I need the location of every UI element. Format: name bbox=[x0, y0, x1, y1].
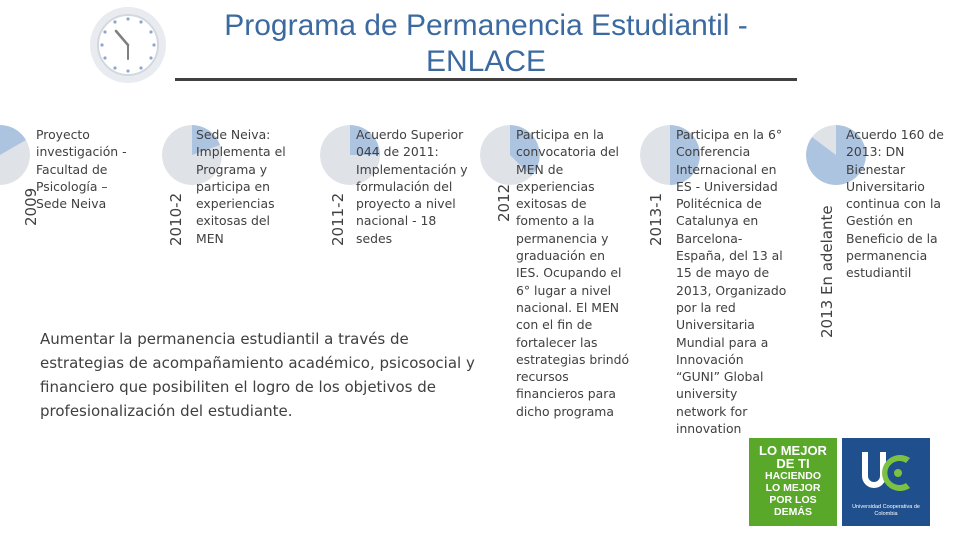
timeline-year-2013-en-adelante: 2013 En adelante bbox=[818, 205, 836, 338]
slogan-line: LO MEJOR bbox=[765, 482, 821, 494]
title-underline bbox=[175, 78, 797, 81]
university-name: Universidad Cooperativa de Colombia bbox=[852, 504, 920, 517]
university-mark-icon bbox=[856, 444, 916, 498]
timeline-marker-2009 bbox=[0, 125, 30, 185]
page-title bbox=[176, 8, 796, 80]
slogan-line: DE TI bbox=[776, 456, 810, 471]
timeline-description-2013-1: Participa en la 6° Conferencia Internacional en ES - Universidad Politécnica de Catalunya en Barcelona- España, del 13 al 15 de mayo de 2013, Organizado por la red Universitaria Mundial para a Innovación “GUNI” Global university network for innovation bbox=[676, 127, 787, 437]
timeline-year-2011-2: 2011-2 bbox=[329, 192, 347, 246]
slogan-logo bbox=[749, 438, 837, 526]
title-line-2: ENLACE bbox=[425, 45, 547, 78]
timeline-description-2013-en-adelante: Acuerdo 160 de 2013: DN Bienestar Universitario continua con la Gestión en Beneficio de la permanencia estudiantil bbox=[846, 127, 944, 281]
slogan-line: LO MEJOR bbox=[759, 443, 827, 458]
program-objective: Aumentar la permanencia estudiantil a través de estrategias de acompañamiento académico, psicosocial y financiero que posibiliten el logro de los objetivos de profesionalización del estudiante. bbox=[40, 330, 475, 420]
timeline-description-2012: Participa en la convocatoria del MEN de experiencias exitosas de fomento a la permanencia y graduación en IES. Ocupando el 6° lugar a nivel nacional. El MEN con el fin de fortalecer las estrategias brindó recursos financieros para dicho programa bbox=[516, 127, 630, 419]
university-logo bbox=[842, 438, 930, 526]
slogan-line: HACIENDO bbox=[764, 470, 821, 482]
timeline-year-2010-2: 2010-2 bbox=[167, 192, 185, 246]
clock-icon bbox=[88, 5, 168, 85]
timeline-year-2012: 2012 bbox=[495, 183, 513, 222]
timeline-year-2009: 2009 bbox=[22, 187, 40, 226]
timeline-year-2013-1: 2013-1 bbox=[647, 192, 665, 246]
slogan-line: DEMÁS bbox=[774, 506, 812, 518]
timeline-description-2010-2: Sede Neiva: Implementa el Programa y participa en experiencias exitosas del MEN bbox=[196, 127, 286, 246]
slogan-line: POR LOS bbox=[769, 494, 817, 506]
title-line-1: Programa de Permanencia Estudiantil - bbox=[224, 9, 748, 42]
timeline-description-2009: Proyecto investigación - Facultad de Psicología – Sede Neiva bbox=[36, 127, 127, 212]
timeline-description-2011-2: Acuerdo Superior 044 de 2011: Implementación y formulación del proyecto a nivel nacional - 18 sedes bbox=[356, 127, 468, 246]
